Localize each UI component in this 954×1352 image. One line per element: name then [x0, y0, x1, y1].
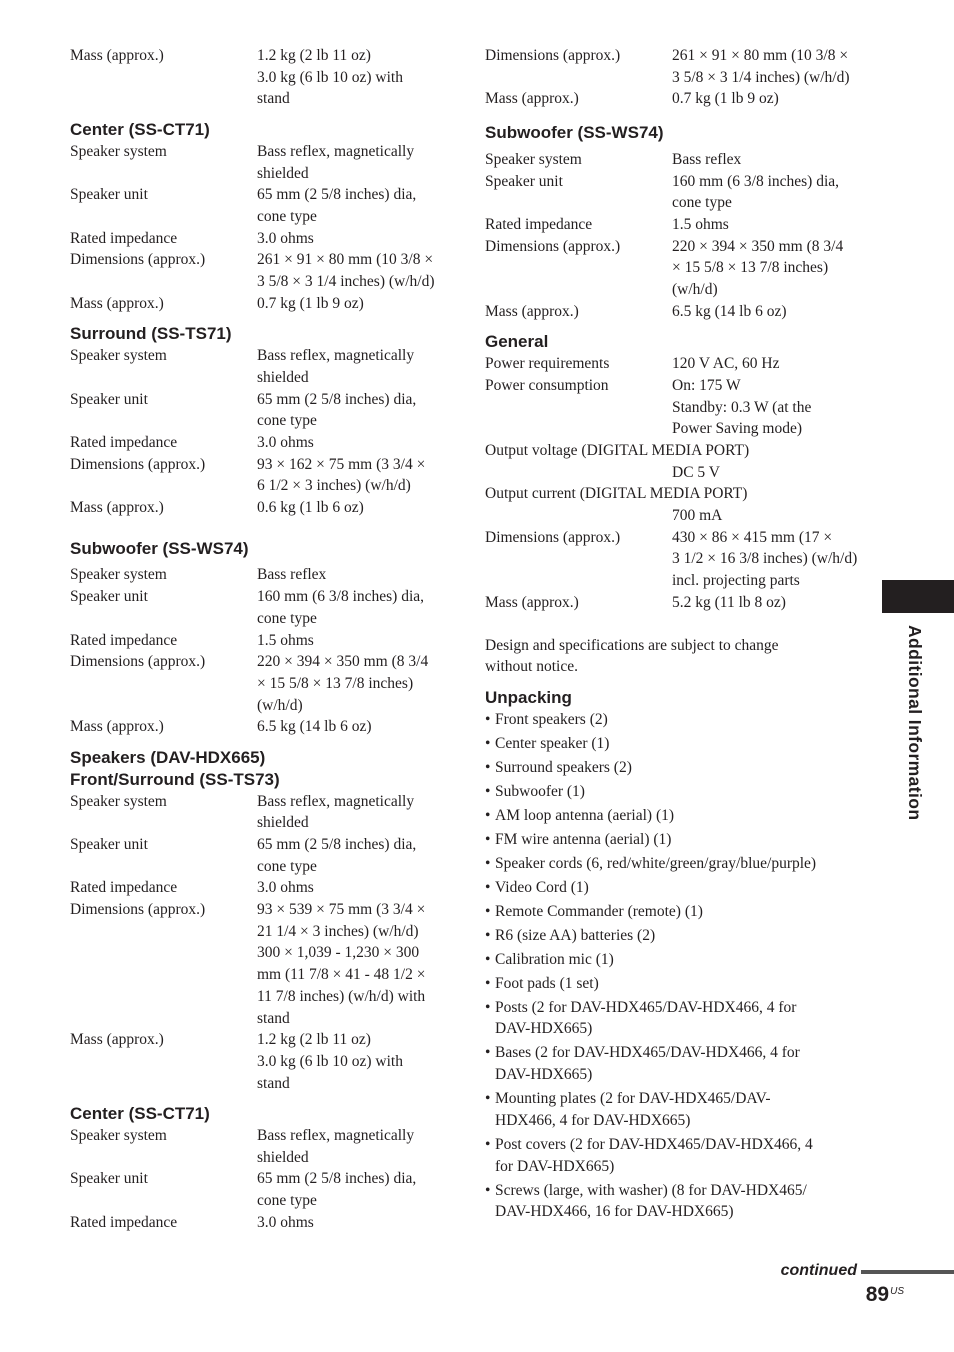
spec-value-line: 0.7 kg (1 lb 9 oz) — [257, 294, 364, 312]
unpacking-item-text — [495, 1180, 807, 1223]
spec-label: Power requirements — [485, 355, 610, 373]
spec-value-line: 11 7/8 inches) (w/h/d) with — [257, 987, 426, 1005]
unpacking-item-text — [495, 733, 609, 755]
spec-value-line: 261 × 91 × 80 mm (10 3/8 × — [672, 47, 849, 64]
spec-value — [257, 389, 445, 432]
bullet-icon: • — [485, 1181, 491, 1199]
unpacking-item — [485, 829, 860, 851]
spec-value-line: cone type — [257, 207, 317, 225]
spec-row — [70, 651, 445, 716]
output-current-value: 700 mA — [672, 507, 723, 525]
spec-row — [70, 586, 445, 629]
unpacking-item-line: Post covers (2 for DAV-HDX465/DAV-HDX466, 4 — [495, 1135, 813, 1153]
spec-row — [485, 214, 860, 236]
spec-value-line: Bass reflex — [257, 566, 327, 584]
spec-label: Speaker system — [70, 1127, 167, 1145]
spec-value — [672, 171, 860, 214]
spec-value-line: 3 5/8 × 3 1/4 inches) (w/h/d) — [672, 68, 850, 86]
unpacking-item-line: Center speaker (1) — [495, 734, 610, 752]
bullet-icon: • — [485, 1044, 491, 1062]
spec-row — [70, 1125, 445, 1168]
page-number — [866, 1283, 904, 1307]
spec-row — [70, 630, 445, 652]
spec-row — [485, 149, 860, 171]
unpacking-item-line: Front speakers (2) — [495, 710, 608, 728]
spec-value — [257, 345, 445, 388]
spec-label: Dimensions (approx.) — [70, 653, 206, 671]
unpacking-item-line: Bases (2 for DAV-HDX465/DAV-HDX466, 4 for — [495, 1044, 800, 1062]
spec-label: Mass (approx.) — [485, 90, 579, 108]
unpacking-item — [485, 709, 860, 731]
unpacking-item — [485, 1042, 860, 1085]
bullet-icon: • — [485, 974, 491, 992]
unpacking-item-text — [495, 973, 599, 995]
spec-value-line: × 15 5/8 × 13 7/8 inches) — [672, 259, 829, 277]
unpacking-item-text — [495, 1088, 771, 1131]
spec-value-line: 21 1/4 × 3 inches) (w/h/d) — [257, 922, 419, 940]
spec-value — [257, 877, 445, 899]
heading-speakers-dav-hdx665: Speakers (DAV-HDX665) — [70, 748, 266, 768]
heading-center-ss-ct71: Center (SS-CT71) — [70, 120, 210, 140]
spec-value-line: 1.2 kg (2 lb 11 oz) — [257, 47, 371, 64]
spec-row — [70, 497, 445, 519]
spec-value — [672, 592, 860, 614]
spec-row — [70, 564, 445, 586]
unpacking-item-line: DAV-HDX665) — [495, 1066, 593, 1084]
spec-value — [257, 834, 445, 877]
spec-value — [672, 353, 860, 375]
spec-row — [70, 1168, 445, 1211]
spec-label: Speaker unit — [70, 588, 148, 606]
spec-value-line: 120 V AC, 60 Hz — [672, 355, 780, 373]
spec-value — [672, 527, 860, 592]
spec-label: Speaker system — [485, 150, 582, 168]
bullet-icon: • — [485, 854, 491, 872]
page-number-value: 89 — [865, 1283, 890, 1306]
general-dims-rows — [485, 527, 860, 614]
unpacking-item — [485, 853, 860, 875]
spec-value-line: 6.5 kg (14 lb 6 oz) — [257, 718, 372, 736]
spec-value — [257, 791, 445, 834]
spec-value-line: stand — [257, 1009, 290, 1027]
spec-value-line: 160 mm (6 3/8 inches) dia, — [257, 588, 425, 606]
unpacking-list — [485, 709, 860, 1223]
unpacking-item-line: Screws (large, with washer) (8 for DAV-HDX465/ — [495, 1181, 807, 1199]
spec-label: Speaker system — [70, 347, 167, 365]
spec-value — [257, 228, 445, 250]
unpacking-item — [485, 1088, 860, 1131]
unpacking-item-text — [495, 949, 614, 971]
bullet-icon: • — [485, 902, 491, 920]
unpacking-item-text — [495, 901, 703, 923]
unpacking-item — [485, 925, 860, 947]
spec-row — [70, 184, 445, 227]
heading-subwoofer-ss-ws74-right: Subwoofer (SS-WS74) — [485, 123, 664, 143]
spec-value — [257, 1212, 445, 1234]
bullet-icon: • — [485, 758, 491, 776]
unpacking-item-line: Mounting plates (2 for DAV-HDX465/DAV- — [495, 1090, 771, 1108]
unpacking-item-line: DAV-HDX665) — [495, 1020, 593, 1038]
spec-value-line: 3.0 kg (6 lb 10 oz) with — [257, 1052, 403, 1070]
spec-value — [672, 375, 860, 440]
unpacking-item-text — [495, 997, 796, 1040]
bullet-icon: • — [485, 998, 491, 1016]
spec-value — [257, 630, 445, 652]
spec-label: Dimensions (approx.) — [485, 528, 621, 546]
unpacking-item-line: Surround speakers (2) — [495, 758, 632, 776]
spec-label: Dimensions (approx.) — [70, 251, 206, 269]
spec-value — [257, 249, 445, 292]
spec-label: Rated impedance — [70, 1213, 178, 1231]
unpacking-item-text — [495, 829, 671, 851]
unpacking-item — [485, 781, 860, 803]
spec-value — [672, 45, 860, 88]
spec-row — [485, 301, 860, 323]
spec-row — [70, 293, 445, 315]
spec-value-line: 65 mm (2 5/8 inches) dia, — [257, 835, 417, 853]
spec-label: Mass (approx.) — [70, 294, 164, 312]
spec-label: Speaker system — [70, 566, 167, 584]
heading-unpacking: Unpacking — [485, 687, 572, 707]
spec-value-line: 1.5 ohms — [672, 215, 729, 233]
unpacking-item-line: Foot pads (1 set) — [495, 974, 599, 992]
spec-label: Speaker unit — [70, 1170, 148, 1188]
spec-value-line: stand — [257, 1074, 290, 1092]
unpacking-item-line: Posts (2 for DAV-HDX465/DAV-HDX466, 4 for — [495, 998, 797, 1016]
unpacking-item-line: HDX466, 4 for DAV-HDX665) — [495, 1111, 691, 1129]
bullet-icon: • — [485, 782, 491, 800]
spec-label: Mass (approx.) — [70, 47, 164, 64]
unpacking-item-text — [495, 877, 589, 899]
spec-value-line: cone type — [257, 857, 317, 875]
spec-label: Rated impedance — [70, 433, 178, 451]
bullet-icon: • — [485, 830, 491, 848]
spec-value-line: 5.2 kg (11 lb 8 oz) — [672, 593, 786, 611]
spec-notice: Design and specifications are subject to change without notice. — [485, 636, 779, 676]
spec-label: Mass (approx.) — [70, 1031, 164, 1049]
spec-value-line: Bass reflex, magnetically — [257, 142, 415, 160]
left-column — [70, 45, 445, 1234]
heading-general: General — [485, 332, 549, 352]
spec-row — [485, 88, 860, 110]
unpacking-item-line: Remote Commander (remote) (1) — [495, 902, 703, 920]
spec-value-line: 3.0 kg (6 lb 10 oz) with — [257, 68, 403, 86]
spec-value-line: Bass reflex, magnetically — [257, 347, 415, 365]
unpacking-item — [485, 1180, 860, 1223]
spec-label: Dimensions (approx.) — [485, 47, 621, 64]
spec-row — [70, 228, 445, 250]
spec-row — [70, 141, 445, 184]
unpacking-item-line: Calibration mic (1) — [495, 950, 614, 968]
spec-value-line: 220 × 394 × 350 mm (8 3/4 — [672, 237, 844, 255]
spec-row — [485, 171, 860, 214]
spec-value — [257, 586, 445, 629]
spec-value-line: 93 × 162 × 75 mm (3 3/4 × — [257, 455, 426, 473]
side-tab-marker — [882, 580, 954, 613]
page-number-suffix: US — [890, 1286, 904, 1297]
unpacking-item — [485, 949, 860, 971]
right-column — [485, 45, 860, 1225]
spec-value — [257, 899, 445, 1029]
spec-value-line: mm (11 7/8 × 41 - 48 1/2 × — [257, 966, 426, 984]
spec-row — [485, 375, 860, 440]
spec-value-line: 1.5 ohms — [257, 631, 314, 649]
unpacking-item-line: DAV-HDX466, 16 for DAV-HDX665) — [495, 1203, 734, 1221]
spec-value-line: Standby: 0.3 W (at the — [672, 398, 812, 416]
bullet-icon: • — [485, 950, 491, 968]
spec-value — [257, 454, 445, 497]
spec-value-line: shielded — [257, 1148, 309, 1166]
spec-value — [257, 45, 445, 110]
spec-value-line: (w/h/d) — [672, 281, 718, 299]
spec-value-line: 430 × 86 × 415 mm (17 × — [672, 528, 833, 546]
spec-value-line: 6 1/2 × 3 inches) (w/h/d) — [257, 477, 411, 495]
spec-value — [672, 88, 860, 110]
spec-label: Rated impedance — [485, 215, 593, 233]
spec-value-line: 93 × 539 × 75 mm (3 3/4 × — [257, 901, 426, 919]
spec-value-line: 0.7 kg (1 lb 9 oz) — [672, 90, 779, 108]
spec-label: Mass (approx.) — [485, 302, 579, 320]
spec-label: Speaker unit — [485, 172, 563, 190]
output-voltage-label: Output voltage (DIGITAL MEDIA PORT) — [485, 441, 750, 459]
spec-value-line: 3 5/8 × 3 1/4 inches) (w/h/d) — [257, 273, 435, 291]
spec-value-line: Bass reflex, magnetically — [257, 792, 415, 810]
unpacking-item-text — [495, 805, 674, 827]
spec-row — [70, 454, 445, 497]
spec-value — [257, 293, 445, 315]
unpacking-item — [485, 901, 860, 923]
spec-row — [70, 45, 445, 110]
spec-value-line: shielded — [257, 368, 309, 386]
spec-value-line: 261 × 91 × 80 mm (10 3/8 × — [257, 251, 434, 269]
unpacking-item-text — [495, 757, 632, 779]
spec-label: Speaker unit — [70, 390, 148, 408]
unpacking-item-line: R6 (size AA) batteries (2) — [495, 926, 656, 944]
unpacking-item-text — [495, 709, 608, 731]
unpacking-item-text — [495, 781, 585, 803]
unpacking-item-line: Speaker cords (6, red/white/green/gray/blue/purple) — [495, 854, 817, 872]
unpacking-item-text — [495, 1134, 813, 1177]
spec-value — [257, 184, 445, 227]
spec-row — [70, 1212, 445, 1234]
spec-value — [257, 1168, 445, 1211]
spec-row — [485, 353, 860, 375]
spec-value — [672, 214, 860, 236]
spec-value-line: 1.2 kg (2 lb 11 oz) — [257, 1031, 371, 1049]
heading-front-surround-ss-ts73: Front/Surround (SS-TS73) — [70, 769, 280, 789]
unpacking-item-text — [495, 853, 816, 875]
spec-row — [70, 249, 445, 292]
unpacking-item-line: Video Cord (1) — [495, 878, 589, 896]
spec-value-line: (w/h/d) — [257, 696, 303, 714]
spec-value-line: Bass reflex — [672, 150, 742, 168]
spec-label: Speaker unit — [70, 835, 148, 853]
spec-value — [257, 1029, 445, 1094]
spec-value — [257, 1125, 445, 1168]
spec-value — [257, 564, 445, 586]
left-section-1 — [70, 45, 445, 110]
spec-value-line: cone type — [257, 1192, 317, 1210]
right-section-1 — [485, 45, 860, 110]
unpacking-item-line: FM wire antenna (aerial) (1) — [495, 830, 672, 848]
general-power-rows — [485, 353, 860, 440]
unpacking-item-text — [495, 925, 655, 947]
spec-value-line: On: 175 W — [672, 376, 741, 394]
spec-value-line: 3 1/2 × 16 3/8 inches) (w/h/d) — [672, 550, 858, 568]
unpacking-item-line: for DAV-HDX665) — [495, 1157, 615, 1175]
spec-value-line: 3.0 ohms — [257, 433, 314, 451]
spec-label: Mass (approx.) — [485, 593, 579, 611]
spec-value-line: 0.6 kg (1 lb 6 oz) — [257, 499, 364, 517]
bullet-icon: • — [485, 806, 491, 824]
spec-row — [485, 45, 860, 88]
spec-value-line: 3.0 ohms — [257, 229, 314, 247]
spec-row — [70, 345, 445, 388]
unpacking-item-line: AM loop antenna (aerial) (1) — [495, 806, 675, 824]
spec-value — [257, 497, 445, 519]
spec-label: Power consumption — [485, 376, 609, 394]
spec-row — [485, 236, 860, 301]
heading-surround-ss-ts71: Surround (SS-TS71) — [70, 324, 232, 344]
spec-label: Dimensions (approx.) — [70, 901, 206, 919]
left-section-5 — [70, 791, 445, 1095]
spec-value-line: 65 mm (2 5/8 inches) dia, — [257, 186, 417, 204]
left-section-6 — [70, 1125, 445, 1234]
bullet-icon: • — [485, 1135, 491, 1153]
spec-row — [70, 1029, 445, 1094]
spec-label: Speaker unit — [70, 186, 148, 204]
spec-value — [672, 149, 860, 171]
spec-row — [70, 834, 445, 877]
spec-value-line: cone type — [257, 609, 317, 627]
spec-value — [257, 432, 445, 454]
heading-subwoofer-ss-ws74: Subwoofer (SS-WS74) — [70, 538, 249, 558]
right-section-2 — [485, 149, 860, 323]
spec-label: Mass (approx.) — [70, 718, 164, 736]
spec-value-line: shielded — [257, 164, 309, 182]
unpacking-item — [485, 1134, 860, 1177]
continued-label: continued — [780, 1262, 857, 1279]
unpacking-item — [485, 877, 860, 899]
unpacking-item — [485, 805, 860, 827]
left-section-3 — [70, 345, 445, 519]
spec-label: Dimensions (approx.) — [485, 237, 621, 255]
bullet-icon: • — [485, 878, 491, 896]
spec-row — [70, 389, 445, 432]
spec-value-line: 65 mm (2 5/8 inches) dia, — [257, 390, 417, 408]
heading-center-ss-ct71-2: Center (SS-CT71) — [70, 1104, 210, 1124]
spec-value-line: Power Saving mode) — [672, 420, 803, 438]
spec-value-line: incl. projecting parts — [672, 572, 800, 590]
spec-label: Rated impedance — [70, 631, 178, 649]
spec-value-line: stand — [257, 90, 290, 108]
spec-label: Speaker system — [70, 792, 167, 810]
spec-row — [70, 877, 445, 899]
output-voltage-value: DC 5 V — [672, 463, 720, 481]
side-tab-label: Additional Information — [905, 625, 925, 821]
unpacking-item-line: Subwoofer (1) — [495, 782, 585, 800]
bullet-icon: • — [485, 710, 491, 728]
spec-value — [672, 236, 860, 301]
spec-value-line: × 15 5/8 × 13 7/8 inches) — [257, 674, 414, 692]
spec-value-line: cone type — [672, 194, 732, 212]
spec-value — [257, 651, 445, 716]
spec-value-line: cone type — [257, 412, 317, 430]
continued-rule — [861, 1270, 954, 1274]
spec-label: Dimensions (approx.) — [70, 455, 206, 473]
spec-label: Rated impedance — [70, 879, 178, 897]
spec-value-line: 3.0 ohms — [257, 879, 314, 897]
unpacking-item-text — [495, 1042, 800, 1085]
spec-label: Speaker system — [70, 142, 167, 160]
spec-row — [485, 527, 860, 592]
unpacking-item — [485, 973, 860, 995]
spec-row — [70, 716, 445, 738]
spec-value-line: 3.0 ohms — [257, 1213, 314, 1231]
spec-row — [485, 592, 860, 614]
left-section-2 — [70, 141, 445, 315]
spec-value-line: shielded — [257, 814, 309, 832]
spec-value — [672, 301, 860, 323]
spec-value — [257, 716, 445, 738]
spec-value-line: 160 mm (6 3/8 inches) dia, — [672, 172, 840, 190]
spec-value-line: 300 × 1,039 - 1,230 × 300 — [257, 944, 420, 962]
spec-label: Rated impedance — [70, 229, 178, 247]
left-section-4 — [70, 564, 445, 738]
spec-value — [257, 141, 445, 184]
bullet-icon: • — [485, 1090, 491, 1108]
spec-row — [70, 432, 445, 454]
output-current-label: Output current (DIGITAL MEDIA PORT) — [485, 485, 748, 503]
spec-value-line: 220 × 394 × 350 mm (8 3/4 — [257, 653, 429, 671]
unpacking-item — [485, 733, 860, 755]
spec-label: Mass (approx.) — [70, 499, 164, 517]
spec-row — [70, 791, 445, 834]
spec-value-line: 65 mm (2 5/8 inches) dia, — [257, 1170, 417, 1188]
spec-row — [70, 899, 445, 1029]
spec-value-line: 6.5 kg (14 lb 6 oz) — [672, 302, 787, 320]
spec-value-line: Bass reflex, magnetically — [257, 1127, 415, 1145]
unpacking-item — [485, 997, 860, 1040]
bullet-icon: • — [485, 926, 491, 944]
unpacking-item — [485, 757, 860, 779]
bullet-icon: • — [485, 734, 491, 752]
